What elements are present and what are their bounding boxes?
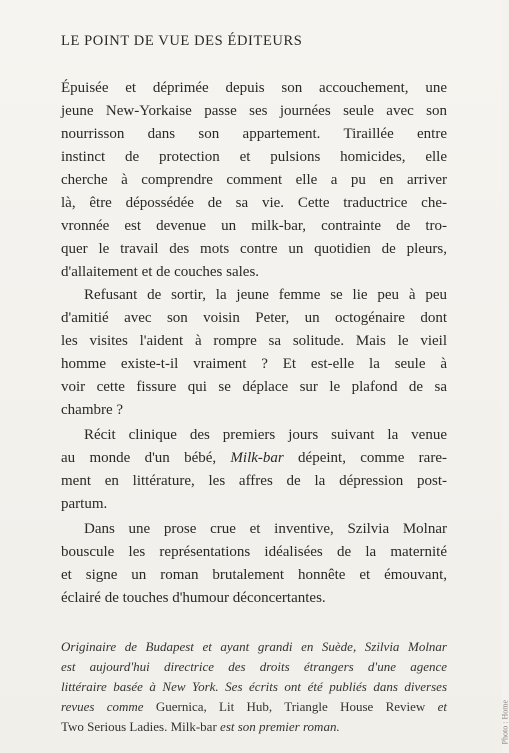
body-line: vronnée est devenue un milk-bar, contrainte de tro- (61, 218, 447, 234)
publication-names: Guernica, Lit Hub, Triangle House Review (155, 699, 426, 714)
body-line: d'allaitement et de couches sales. (61, 264, 260, 280)
body-line: Refusant de sortir, la jeune femme se lie peu à peu (84, 287, 447, 303)
section-heading: LE POINT DE VUE DES ÉDITEURS (61, 33, 303, 49)
body-line-mixed (61, 450, 447, 467)
author-bio-line: Originaire de Budapest et ayant grandi en Suède, Szilvia Molnar (61, 639, 447, 654)
body-line: éclairé de touches d'humour déconcertantes. (61, 590, 326, 606)
body-text: au monde d'un bébé, (61, 450, 231, 466)
body-line: quer le travail des mots contre un quotidien de pleurs, (61, 241, 447, 257)
body-line: Épuisée et déprimée depuis son accouchement, une (61, 80, 447, 96)
body-line: Dans une prose crue et inventive, Szilvia Molnar (84, 521, 447, 537)
body-line: nourrisson dans son appartement. Tiraillée entre (61, 126, 447, 142)
body-line: Récit clinique des premiers jours suivant la venue (84, 427, 447, 443)
publication-names: Two Serious Ladies. Milk-bar (61, 719, 217, 734)
body-line: partum. (61, 496, 108, 512)
photo-credit: Photo : Home (500, 700, 509, 745)
bio-text: et (425, 699, 447, 714)
body-line: ment en littérature, les affres de la dépression post- (61, 473, 447, 489)
body-line: et signe un roman brutalement honnête et émouvant, (61, 567, 447, 583)
body-line: chambre ? (61, 402, 124, 418)
bio-text: revues comme (61, 699, 156, 714)
bio-text: est son premier roman. (216, 719, 340, 734)
book-title: Milk-bar (230, 450, 284, 466)
body-text: dépeint, comme rare- (283, 450, 447, 466)
author-bio-line: est aujourd'hui directrice des droits étrangers d'une agence (61, 659, 447, 674)
body-line: bouscule les représentations idéalisées de la maternité (61, 544, 447, 560)
body-line: d'amitié avec son voisin Peter, un octogénaire dont (61, 310, 447, 326)
body-line: homme existe-t-il vraiment ? Et est-elle la seule à (61, 356, 447, 372)
body-line: jeune New-Yorkaise passe ses journées seule avec son (61, 103, 447, 119)
author-bio-line-mixed (61, 699, 447, 715)
body-line: cherche à comprendre comment elle a pu en arriver (61, 172, 447, 188)
body-line: les visites l'aident à rompre sa solitude. Mais le vieil (61, 333, 447, 349)
author-bio-line: littéraire basée à New York. Ses écrits ont été publiés dans diverses (61, 679, 447, 694)
body-line: là, être dépossédée de sa vie. Cette traductrice che- (61, 195, 447, 211)
author-bio-line-mixed (61, 719, 340, 735)
body-line: voir cette fissure qui se déplace sur le plafond de sa (61, 379, 447, 395)
body-line: instinct de protection et pulsions homicides, elle (61, 149, 447, 165)
